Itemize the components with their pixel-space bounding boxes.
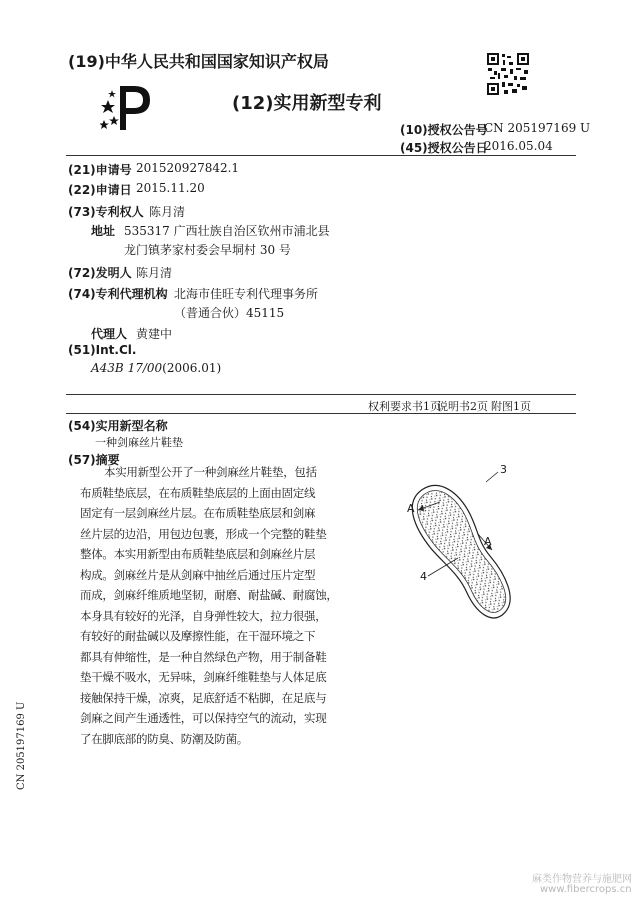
description-pages: 说明书2页 [437,400,488,413]
intcl-class: A43B 17/00(2006.01) [91,361,222,375]
filing-date-label: (22)申请日 [68,183,132,197]
office-name: (19)中华人民共和国国家知识产权局 [68,52,329,71]
abstract-label: (57)摘要 [68,453,120,467]
side-publication-code: CN 205197169 U [16,701,27,790]
grant-number-label: (10)授权公告号 [400,123,488,137]
cnipa-logo [100,82,160,134]
abstract-line: 都具有伸缩性，是一种自然绿色产物，用于制备鞋 [80,649,327,664]
abstract-line: 而成，剑麻纤维质地坚韧，耐磨、耐盐碱、耐腐蚀， [80,588,338,602]
address-label: 地址 [91,224,116,238]
grant-date-label: (45)授权公告日 [400,141,488,155]
leader-line-3 [486,472,498,482]
abstract-line: 布质鞋垫底层，在布质鞋垫底层的上面由固定线 [80,485,316,500]
abstract-line: 了在脚底部的防臭、防潮及防菌。 [80,731,248,746]
abstract-line: 构成。剑麻丝片是从剑麻中抽丝后通过压片定型 [80,567,316,582]
abstract-line: 本身具有较好的光泽，自身弹性较大，拉力很强， [80,608,327,623]
section-label-a-left: A [407,502,415,515]
label-3: 3 [500,463,507,476]
abstract-line: 剑麻之间产生通透性，可以保持空气的流动，实现 [80,711,327,725]
title-label: (54)实用新型名称 [68,419,168,433]
address-line-1: 535317 广西壮族自治区钦州市浦北县 [124,224,330,238]
agent: 黄建中 [136,327,173,341]
biblio-divider [66,394,576,395]
intcl-label: (51)Int.Cl. [68,343,137,357]
inventor-label: (72)发明人 [68,266,132,280]
section-label-a-right: A [484,535,492,548]
watermark-line-2: www.fibercrops.cn [540,884,632,895]
patentee: 陈月清 [149,205,186,219]
label-4: 4 [420,570,427,583]
abstract-line: 垫干燥不吸水，无异味，剑麻纤维鞋垫与人体足底 [80,670,327,684]
abstract-line: 固定有一层剑麻丝片层。在布质鞋垫底层和剑麻 [80,506,316,520]
agency-line-1: 北海市佳旺专利代理事务所 [174,287,319,301]
app-number: 201520927842.1 [136,161,240,175]
abstract-line: 本实用新型公开了一种剑麻丝片鞋垫，包括 [104,465,317,479]
abstract-line: 丝片层的边沿，用包边包裹，形成一个完整的鞋垫 [80,526,327,541]
agency-line-2: （普通合伙）45115 [174,306,285,320]
app-number-label: (21)申请号 [68,163,132,177]
watermark-line-1: 麻类作物营养与施肥网 [532,874,632,885]
insole-drawing [396,458,536,648]
agent-label: 代理人 [91,327,128,341]
drawing-pages: 附图1页 [491,400,531,413]
utility-model-title: 一种剑麻丝片鞋垫 [95,436,183,449]
abstract-line: 有较好的耐盐碱以及摩擦性能，在干湿环境之下 [80,629,316,643]
filing-date: 2015.11.20 [136,181,205,195]
patentee-label: (73)专利权人 [68,205,144,219]
document-type: (12)实用新型专利 [232,93,382,114]
grant-number: CN 205197169 U [484,121,591,135]
grant-date: 2016.05.04 [484,139,553,153]
header-divider [66,155,576,156]
abstract-text [80,462,342,749]
agency-label: (74)专利代理机构 [68,287,168,301]
claims-pages: 权利要求书1页 [368,400,441,413]
pages-divider [66,413,576,414]
inventor: 陈月清 [136,266,173,280]
qr-code [486,52,530,96]
address-line-2: 龙门镇茅家村委会早垌村 30 号 [124,243,291,257]
abstract-line: 整体。本实用新型由布质鞋垫底层和剑麻丝片层 [80,547,316,561]
sisal-fiber-layer [407,482,521,620]
abstract-line: 接触保持干燥，凉爽，足底舒适不粘脚，在足底与 [80,690,327,705]
